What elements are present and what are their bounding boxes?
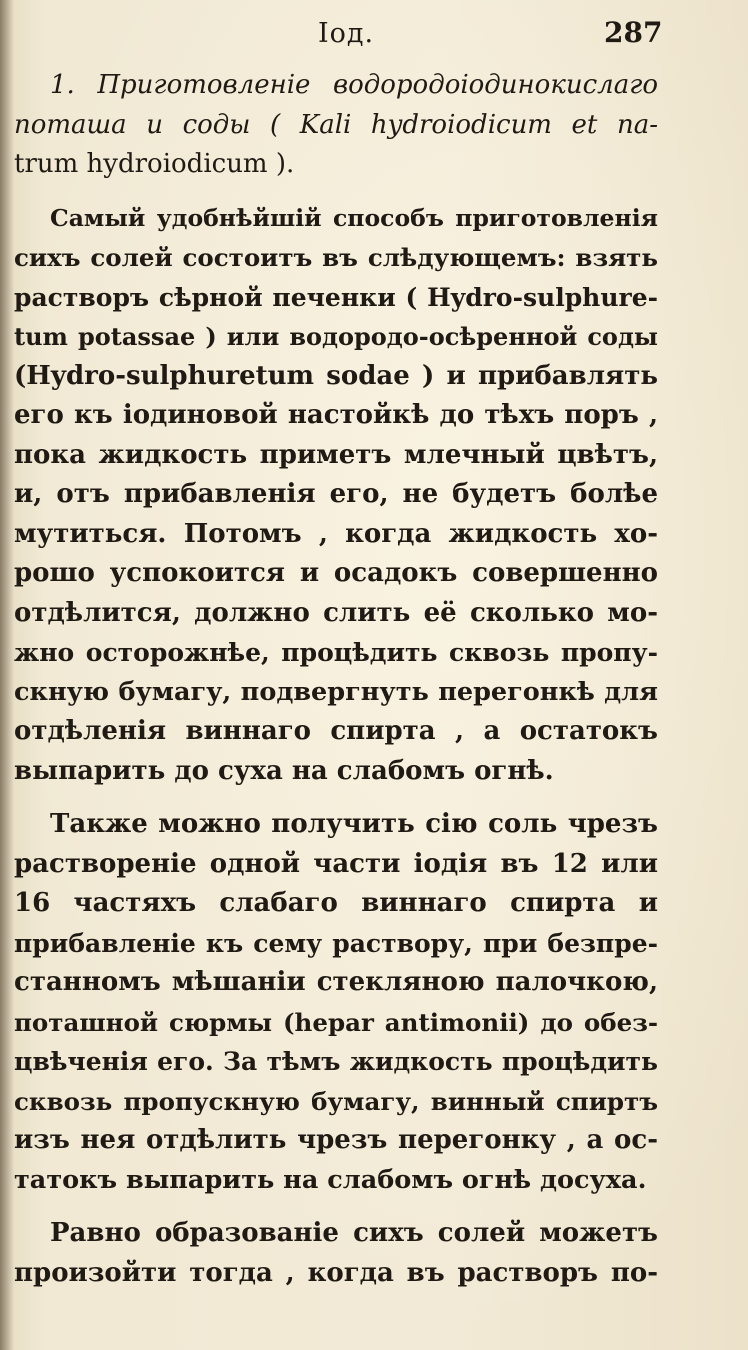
text-line: (Hydro-sulphuretum sodae ) и прибавлять: [14, 360, 658, 391]
heading-line-text: trum hydroiodicum ).: [14, 149, 295, 179]
text-line: Также можно получить сію соль чрезъ: [50, 809, 658, 839]
text-line: произойти тогда , когда въ растворъ по-: [14, 1257, 658, 1288]
running-head: [0, 16, 748, 56]
text-line: изъ нея отдѣлить чрезъ перегонку , а ос-: [14, 1125, 658, 1155]
text-line: станномъ мѣшаніи стекляною палочкою,: [14, 967, 658, 997]
text-line: жно осторожнѣе, процѣдить сквозь пропу-: [14, 638, 658, 667]
text-line: его къ іодиновой настойкѣ до тѣхъ поръ ,: [14, 400, 658, 430]
text-line: Самый удобнѣйшій способъ приготовленія: [50, 203, 658, 232]
text-line: скную бумагу, подвергнуть перегонкѣ для: [14, 676, 658, 707]
page-number: 287: [604, 16, 663, 49]
heading-line: [14, 106, 658, 146]
text-line: tum potassae ) или водородо-осѣренной соды: [14, 322, 658, 351]
heading-line-text: 1. Приготовленіе водородоіодинокислаго: [50, 70, 658, 100]
paragraph-3: [14, 1214, 658, 1293]
text-line: поташной сюрмы (hepar antimonii) до обез-: [14, 1007, 658, 1037]
text-line: мутиться. Потомъ , когда жидкость хо-: [14, 518, 658, 549]
paragraph-1: [14, 199, 658, 792]
text-line: отдѣлится, должно слить её сколько мо-: [14, 597, 658, 628]
text-line: сихъ солей состоитъ въ слѣдующемъ: взять: [14, 243, 658, 272]
text-line: отдѣленія виннаго спирта , а остатокъ: [14, 716, 658, 746]
text-line: цвѣченія его. За тѣмъ жидкость процѣдить: [14, 1047, 658, 1076]
text-line: пока жидкость приметъ млечный цвѣтъ,: [14, 439, 658, 470]
text-line: рошо успокоится и осадокъ совершенно: [14, 558, 658, 588]
text-line: сквозь пропускную бумагу, винный спиртъ: [14, 1086, 658, 1116]
text-line: раствореніе одной части іодія въ 12 или: [14, 848, 658, 879]
text-line: прибавленіе къ сему раствору, при безпре-: [14, 928, 658, 958]
text-line: татокъ выпарить на слабомъ огнѣ досуха.: [14, 1164, 647, 1195]
section-heading: [14, 66, 658, 185]
running-head-title: Іод.: [318, 18, 375, 49]
spine-shadow: [0, 0, 14, 1350]
heading-line: [14, 66, 658, 106]
heading-line-text: поташа и соды ( Kali hydroiodicum et na-: [14, 109, 658, 140]
text-line: Равно образованіе сихъ солей можетъ: [50, 1218, 658, 1248]
text-line: 16 частяхъ слабаго виннаго спирта и: [14, 888, 658, 918]
page-text: [14, 66, 658, 1307]
text-line: выпарить до суха на слабомъ огнѣ.: [14, 755, 554, 786]
paragraph-2: [14, 805, 658, 1200]
text-line: и, отъ прибавленія его, не будетъ болѣе: [14, 479, 658, 509]
heading-line: [14, 145, 658, 185]
text-line: растворъ сѣрной печенки ( Hydro-sulphure-: [14, 282, 658, 312]
